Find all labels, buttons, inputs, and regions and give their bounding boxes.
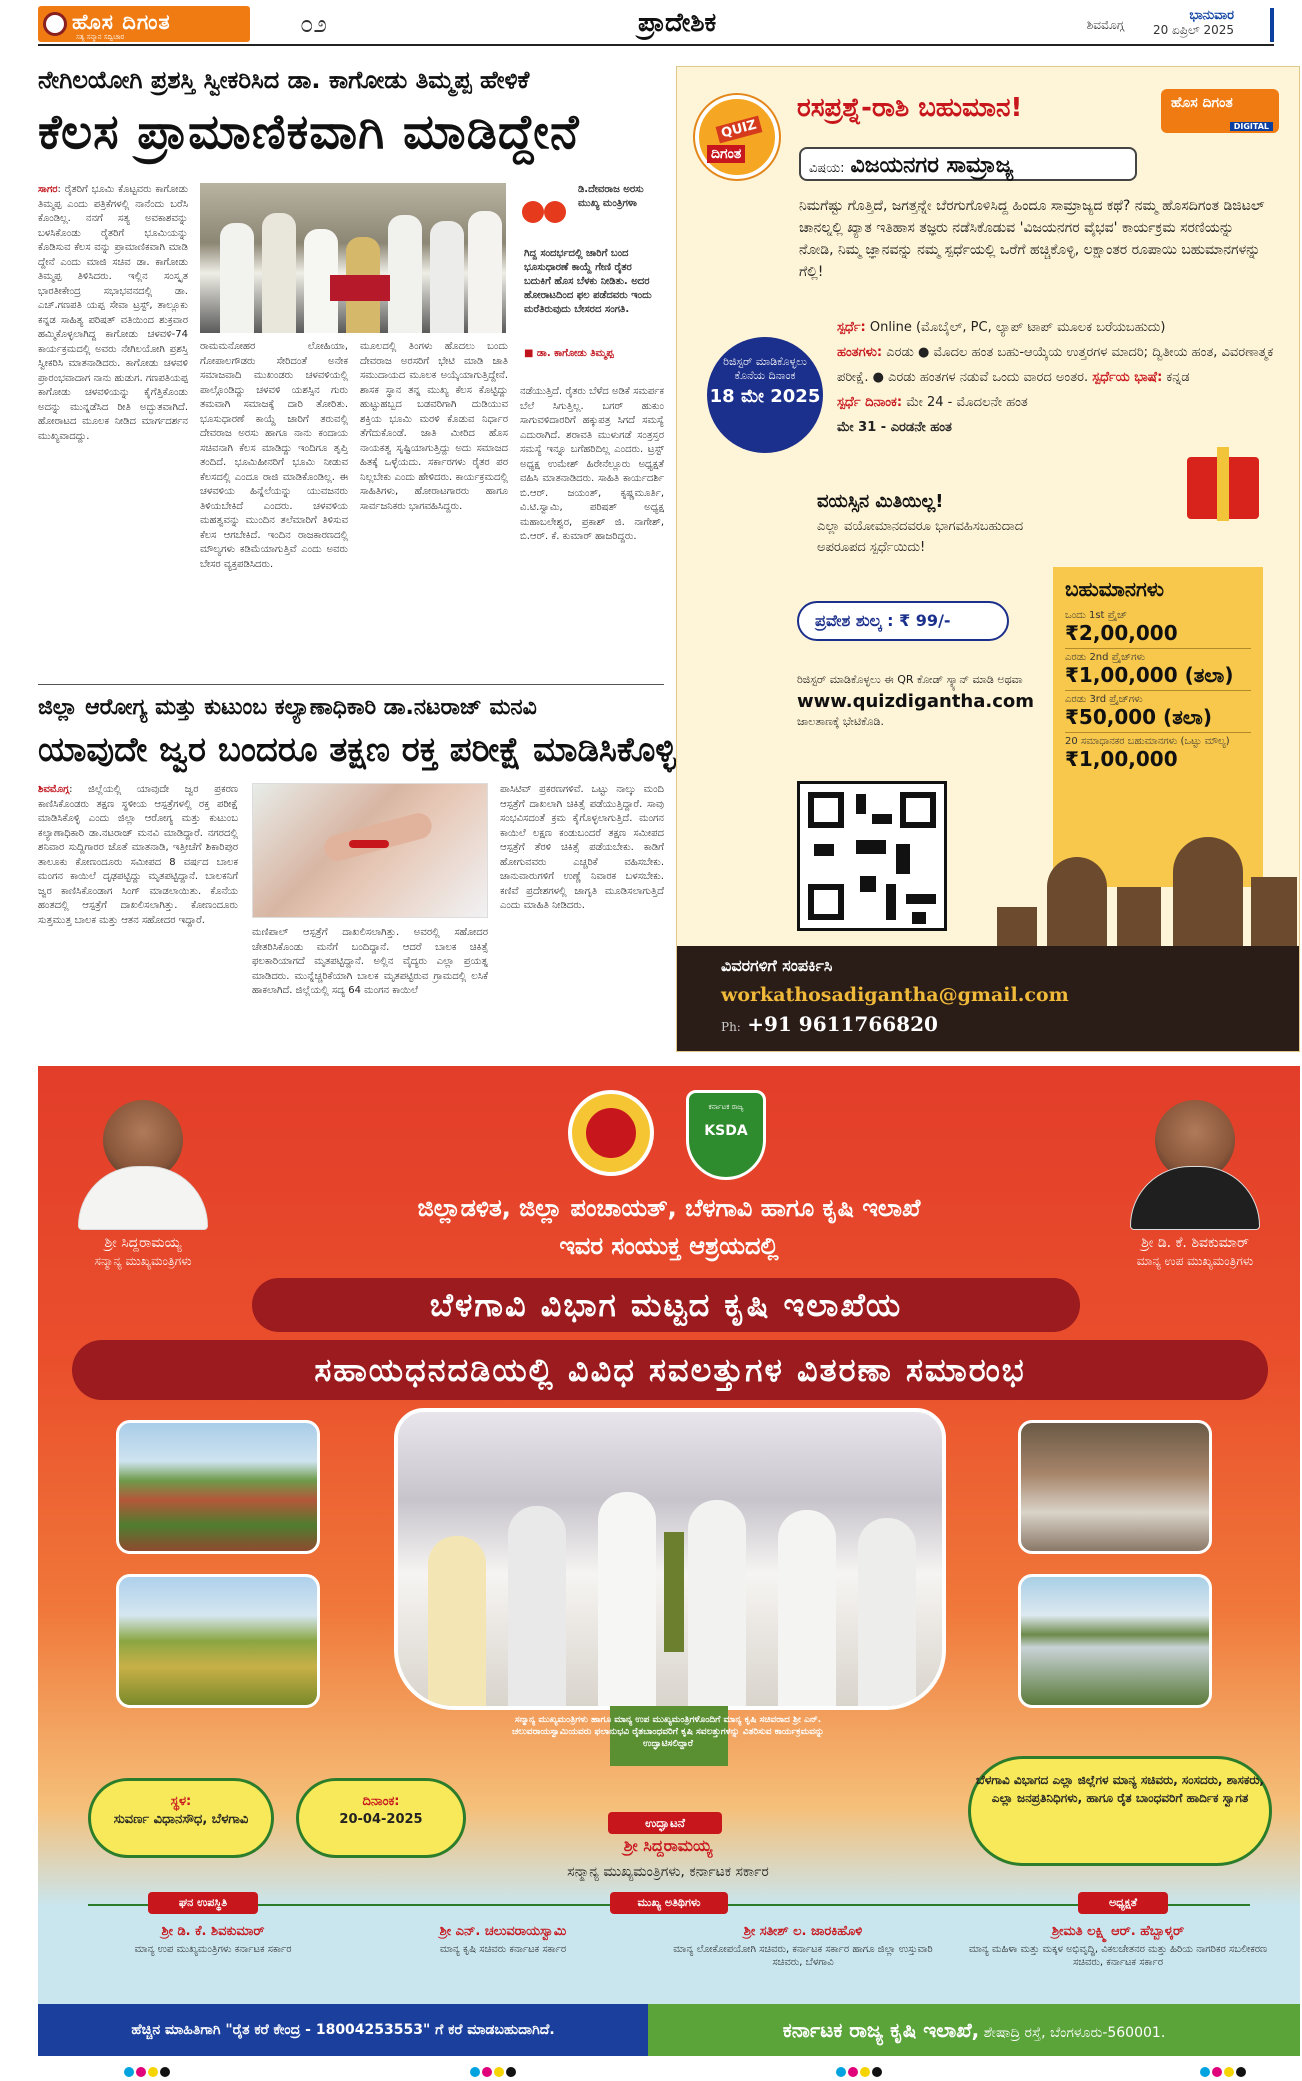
quiz-topic-value: ವಿಜಯನಗರ ಸಾಮ್ರಾಜ್ಯ [850,153,1014,178]
presence-label: ಘನ ಉಪಸ್ಥಿತಿ [148,1892,258,1914]
story1-col4-text: ನಡೆಯುತ್ತಿದೆ. ರೈತರು ಬೆಳೆದ ಅಡಿಕೆ ಸಮರ್ಪಕ ಬೆಲೆ ಸಿಗುತ್ತಿಲ್ಲ. ಬಗರ್ ಹುಕುಂ ಸಾಗುವಳಿದಾರರಿಗೆ ಹಕ್ಕುಪತ್ರ ಸಿಗದೆ ಸಮಸ್ಯೆ ಎದುರಾಗಿದೆ. ಶರಾವತಿ ಮುಳುಗಡೆ ಸಂತ್ರಸ್ತರ ಸಮಸ್ಯೆ ಇನ್ನೂ ಬಗೆಹರಿದಿಲ್ಲ ಎಂದರು. ಟ್ರಸ್ಟ್ ಅಧ್ಯಕ್ಷ ಉಮೇಶ್ ಹಿರೇನೆಲ್ಲೂರು ಅಧ್ಯಕ್ಷತೆ ವಹಿಸಿ ಮಾತನಾಡಿದರು. ಸಾಹಿತಿ ಕಾರ್ಯದರ್ಶಿ ಬಿ.ಆರ್. ಜಯಂತ್, ಕೃಷ್ಣಮೂರ್ತಿ, ವಿ.ಟಿ.ಸ್ವಾಮಿ, ಪರಿಷತ್ ಅಧ್ಯಕ್ಷ ಮಹಾಬಲೇಶ್ವರ, ಪ್ರಕಾಶ್ ಜಿ. ನಾಗೇಶ್, ಬಿ.ಆರ್. ಕೆ. ಕುಮಾರ್ ಹಾಜರಿದ್ದರು. [520,386,664,542]
harvester-photo [116,1574,320,1708]
event-title-banner-2: ಸಹಾಯಧನದಡಿಯಲ್ಲಿ ವಿವಿಧ ಸವಲತ್ತುಗಳ ವಿತರಣಾ ಸಮಾರಂಭ [72,1340,1268,1400]
welcome-pill: ಬೆಳಗಾವಿ ವಿಭಾಗದ ಎಲ್ಲಾ ಜಿಲ್ಲೆಗಳ ಮಾನ್ಯ ಸಚಿವರು, ಸಂಸದರು, ಶಾಸಕರು, ಎಲ್ಲಾ ಜನಪ್ರತಿನಿಧಿಗಳು, ಹಾಗೂ ರೈತ ಬಾಂಧವರಿಗೆ ಹಾರ್ದಿಕ ಸ್ವಾಗತ [968,1756,1272,1866]
chief-guests-label: ಮುಖ್ಯ ಅತಿಥಿಗಳು [610,1892,728,1914]
guest-role: ಮಾನ್ಯ ಲೋಕೋಪಯೋಗಿ ಸಚಿವರು, ಕರ್ನಾಟಕ ಸರ್ಕಾರ ಹಾಗೂ ಜಿಲ್ಲಾ ಉಸ್ತುವಾರಿ ಸಚಿವರು, ಬೆಳಗಾವಿ [673,1944,933,1968]
quiz-badge-logo [695,95,779,179]
rule-key: ಸ್ಪರ್ಧೆ: [837,320,866,335]
prize-item [1065,607,1251,649]
photo-person [688,1500,746,1706]
rule-value: ಎರಡು ● ಮೊದಲ ಹಂತ ಬಹು-ಆಯ್ಕೆಯ ಉತ್ತರಗಳ ಮಾದರಿ; ದ್ವಿತೀಯ ಹಂತ, ವಿವರಣಾತ್ಮಕ ಪರೀಕ್ಷೆ. ● ಎರಡು ಹಂತಗಳ ನಡುವೆ ಒಂದು ವಾರದ ಅಂತರ. [837,345,1274,385]
dcm-name: ಶ್ರೀ ಡಿ. ಕೆ. ಶಿವಕುಮಾರ್ [1141,1235,1249,1251]
guest-item [78,1924,348,1956]
organisers-line-2: ಇವರ ಸಂಯುಕ್ತ ಆಶ್ರಯದಲ್ಲಿ [559,1232,779,1260]
photo-person [430,221,464,333]
ceremony-photo [394,1408,946,1710]
ksda-top-text: ಕರ್ನಾಟಕ ರಾಜ್ಯ [708,1103,744,1111]
karnataka-emblem-icon [568,1090,654,1176]
story2-dateline: ಶಿವಮೊಗ್ಗ [38,784,70,795]
quiz-website-link[interactable]: www.quizdigantha.com [797,691,1035,712]
header-accent-bar [1270,8,1274,42]
prize-label: ಎರಡು 3rd ಪ್ರೈಜ್‌ಗಳು [1065,694,1143,705]
age-limit-box [817,491,1037,558]
guest-role: ಮಾನ್ಯ ಮಹಿಳಾ ಮತ್ತು ಮಕ್ಕಳ ಅಭಿವೃದ್ಧಿ, ವಿಕಲಚೇತನರ ಮತ್ತು ಹಿರಿಯ ನಾಗರಿಕರ ಸಬಲೀಕರಣ ಸಚಿವರು, ಕರ್ನಾಟಕ ಸರ್ಕಾರ [968,1944,1268,1968]
story2-headline: ಯಾವುದೇ ಜ್ವರ ಬಂದರೂ ತಕ್ಷಣ ರಕ್ತ ಪರೀಕ್ಷೆ ಮಾಡಿಸಿಕೊಳ್ಳಿ [38,730,676,770]
rule-value: ಕನ್ನಡ [1166,370,1190,385]
registration-deadline-circle [707,337,823,453]
quote-attribution: ಡಿ.ದೇವರಾಜ ಅರಸು ಮುಖ್ಯ ಮಂತ್ರಿಗಳಾ [578,184,644,209]
quiz-digital-logo [1161,89,1279,133]
photo-person [778,1510,836,1706]
guest-item [968,1924,1268,1969]
beneficiaries-photo [1018,1420,1212,1554]
photo-person [220,223,254,333]
photo-person [508,1506,566,1706]
story-divider [38,684,664,685]
guest-role: ಮಾನ್ಯ ಉಪ ಮುಖ್ಯಮಂತ್ರಿಗಳು ಕರ್ನಾಟಕ ಸರ್ಕಾರ [134,1944,292,1955]
print-registration-marks [470,2062,518,2074]
test-tube-icon [349,840,389,848]
prize-item [1065,649,1251,691]
quiz-advertisement [676,66,1300,1052]
masthead-logo [38,6,250,42]
masthead-tagline: ಸತ್ಯ ಸನ್ಮಾನ ಸದ್ವಿಚಾರ [76,33,125,41]
date-value: 20-04-2025 [339,1812,423,1827]
story1-dateline: ಸಾಗರ [38,184,58,195]
govt-ad-footer [38,2004,1300,2056]
story2-kicker: ಜಿಲ್ಲಾ ಆರೋಗ್ಯ ಮತ್ತು ಕುಟುಂಬ ಕಲ್ಯಾಣಾಧಿಕಾರಿ ಡಾ.ನಟರಾಜ್ ಮನವಿ [38,695,537,720]
organisers-line: ಜಿಲ್ಲಾಡಳಿತ, ಜಿಲ್ಲಾ ಪಂಚಾಯತ್, ಬೆಳಗಾವಿ ಹಾಗೂ ಕೃಷಿ ಇಲಾಖೆ [417,1194,921,1222]
guest-item [368,1924,638,1956]
rule-stages [837,340,1277,390]
photo-person [598,1492,656,1706]
phone-number: +91 9611766820 [747,1012,938,1036]
section-title: ಪ್ರಾದೇಶಿಕ [638,8,717,38]
dcm-title: ಮಾನ್ಯ ಉಪ ಮುಖ್ಯಮಂತ್ರಿಗಳು [1136,1254,1254,1268]
rule-dates [837,390,1277,415]
phone-label: Ph: [721,1020,741,1034]
story1-pull-quote [520,183,660,383]
quiz-badge-top: QUIZ [716,116,763,144]
print-registration-marks [836,2062,884,2074]
rule-key: ಸ್ಪರ್ಧೆ ದಿನಾಂಕ: [837,395,903,410]
presided-label: ಅಧ್ಯಕ್ಷತೆ [1078,1892,1168,1914]
contact-email[interactable]: workathosadigantha@gmail.com [721,984,1069,1006]
department-name: ಕರ್ನಾಟಕ ರಾಜ್ಯ ಕೃಷಿ ಇಲಾಖೆ, [782,2018,980,2042]
story2-column-1 [38,783,238,1045]
quiz-logo-tag: DIGITAL [1230,122,1273,131]
inauguration-label: ಉದ್ಘಾಟನೆ [608,1812,722,1834]
prizes-heading: ಬಹುಮಾನಗಳು [1065,577,1164,601]
masthead-emblem-icon [43,12,67,36]
dateline [1086,8,1234,38]
event-title-banner-1: ಬೆಳಗಾವಿ ವಿಭಾಗ ಮಟ್ಟದ ಕೃಷಿ ಇಲಾಖೆಯ [252,1278,1080,1332]
age-limit-heading: ವಯಸ್ಸಿನ ಮಿತಿಯಿಲ್ಲ! [817,491,944,512]
story1-column-3 [360,340,508,676]
quiz-intro: ನಿಮಗೆಷ್ಟು ಗೊತ್ತಿದೆ, ಜಗತ್ತನ್ನೇ ಬೆರಗುಗೊಳಿಸಿದ್ದ ಹಿಂದೂ ಸಾಮ್ರಾಜ್ಯದ ಕಥೆ? ನಮ್ಮ ಹೊಸದಿಗಂತ ಡಿಜಿಟಲ್ ಚಾನಲ್ನಲ್ಲಿ ಖ್ಯಾತ ಇತಿಹಾಸ ತಜ್ಞರು ನಡೆಸಿಕೊಡುವ 'ವಿಜಯನಗರ ವೈಭವ' ಕಾರ್ಯಕ್ರಮ ಸರಣಿಯನ್ನು ನೋಡಿ, ನಿಮ್ಮ ಜ್ಞಾನವನ್ನು ನಮ್ಮ ಸ್ಪರ್ಧೆಯಲ್ಲಿ ಒರೆಗೆ ಹಚ್ಚಿಕೊಳ್ಳಿ, ಲಕ್ಷಾಂತರ ರೂಪಾಯಿ ಬಹುಮಾನಗಳನ್ನು ಗೆಲ್ಲಿ! [799,198,1265,280]
prize-label: ಎರಡು 2nd ಪ್ರೈಜ್‌ಗಳು [1065,652,1146,663]
story1-col2-text: ರಾಮಮನೋಹರ ಲೋಹಿಯಾ, ಗೋಪಾಲಗೌಡರು ಸೇರಿದಂತೆ ಅನೇಕ ಸಮಾಜವಾದಿ ಮುಖಂಡರು ಚಳವಳಿಯಲ್ಲಿ ಪಾಲ್ಗೊಂಡಿದ್ದು ಚಳವಳಿ ಯಶಸ್ಸಿನ ಗುರು ತಮವಾಗಿ ಸಮಾಜಕ್ಕೆ ದಾರಿ ತೋರಿತು. ಭೂಸುಧಾರಣೆ ಕಾಯ್ದೆ ಜಾರಿಗೆ ತರುವಲ್ಲಿ ದೇವರಾಜ ಅರಸು ಹಾಗೂ ನಾನು ಕಂದಾಯ ಸಚಿವನಾಗಿ ಕೆಲಸ ಮಾಡಿದ್ದು ಇಂದಿಗೂ ತೃಪ್ತಿ ತಂದಿದೆ. ಭೂಮಿಹೀನರಿಗೆ ಭೂಮಿ ನೀಡುವ ಕೆಲಸದಲ್ಲಿ ಎಂದೂ ರಾಜಿ ಮಾಡಿಕೊಂಡಿಲ್ಲ. ಈ ಚಳವಳಿಯ ಹಿನ್ನೆಲೆಯನ್ನು ಯುವಜನರು ತಿಳಿಯಬೇಕಿದೆ ಎಂದರು. ಚಳವಳಿಯ ಮಹತ್ವವನ್ನು ಮುಂದಿನ ತಲೆಮಾರಿಗೆ ತಿಳಿಸುವ ಕೆಲಸ ಆಗಬೇಕಿದೆ. ಇಂದಿನ ರಾಜಕಾರಣದಲ್ಲಿ ಮೌಲ್ಯಗಳು ಕಡಿಮೆಯಾಗುತ್ತಿವೆ ಎಂದು ಅವರು ಬೇಸರ ವ್ಯಕ್ತಪಡಿಸಿದರು. [200,341,348,570]
edition-city: ಶಿವಮೊಗ್ಗ [1086,18,1124,32]
quote-text: ಗಿದ್ದ ಸಂದರ್ಭದಲ್ಲಿ ಜಾರಿಗೆ ಬಂದ ಭೂಸುಧಾರಣೆ ಕಾಯ್ದೆ ಗೇಣಿ ರೈತರ ಬದುಕಿಗೆ ಹೊಸ ಬೆಳಕು ನೀಡಿತು. ಅದರ ಹೋರಾಟದಿಂದ ಫಲ ಪಡೆದವರು ಇಂದು ಮರೆತಿರುವುದು ಬೇಸರದ ಸಂಗತಿ. [524,248,652,315]
contact-heading: ವಿವರಗಳಿಗೆ ಸಂಪರ್ಕಿಸಿ [721,956,833,975]
prize-value: ₹50,000 (ತಲಾ) [1065,705,1212,729]
scan-instruction: ರಿಜಿಸ್ಟರ್ ಮಾಡಿಕೊಳ್ಳಲು ಈ QR ಕೋಡ್ ಸ್ಕ್ಯಾನ್ ಮಾಡಿ ಅಥವಾ [797,673,1023,686]
venue-pill [88,1778,274,1858]
story1-column-1 [38,183,188,663]
story2-column-2 [252,926,488,1044]
story1-kicker: ನೇಗಿಲಯೋಗಿ ಪ್ರಶಸ್ತಿ ಸ್ವೀಕರಿಸಿದ ಡಾ. ಕಾಗೋಡು ತಿಮ್ಮಪ್ಪ ಹೇಳಿಕೆ [38,66,530,94]
photo-person [262,213,296,333]
quiz-title: ರಸಪ್ರಶ್ನೆ-ರಾಶಿ ಬಹುಮಾನ! [797,93,1023,123]
page-header [38,6,1274,46]
prize-value: ₹2,00,000 [1065,621,1178,645]
photo-person [858,1518,916,1706]
story2-col3-text: ಪಾಸಿಟಿವ್ ಪ್ರಕರಣಗಳಿವೆ. ಒಟ್ಟು ನಾಲ್ಕು ಮಂದಿ ಆಸ್ಪತ್ರೆಗೆ ದಾಖಲಾಗಿ ಚಿಕಿತ್ಸೆ ಪಡೆಯುತ್ತಿದ್ದಾರೆ. ಸಾವು ಸಂಭವಿಸದಂತೆ ಕ್ರಮ ಕೈಗೊಳ್ಳಲಾಗುತ್ತಿದೆ. ಮಂಗನ ಕಾಯಿಲೆ ಲಕ್ಷಣ ಕಂಡುಬಂದರೆ ತಕ್ಷಣ ಸಮೀಪದ ಆಸ್ಪತ್ರೆಗೆ ತೆರಳಿ ಚಿಕಿತ್ಸೆ ಪಡೆಯಬೇಕು. ಕಾಡಿಗೆ ಹೋಗುವವರು ಎಚ್ಚರಿಕೆ ವಹಿಸಬೇಕು. ಜಾನುವಾರುಗಳಿಗೆ ಉಣ್ಣೆ ನಿವಾರಕ ಬಳಸಬೇಕು. ಕಣಿವೆ ಪ್ರದೇಶಗಳಲ್ಲಿ ಜಾಗೃತಿ ಮೂಡಿಸಲಾಗುತ್ತಿದೆ ಎಂದು ಮಾಹಿತಿ ನೀಡಿದರು. [500,784,664,911]
venue-label: ಸ್ಥಳ: [170,1794,192,1809]
gift-ribbon [1217,447,1229,521]
helpline-text: ಹೆಚ್ಚಿನ ಮಾಹಿತಿಗಾಗಿ "ರೈತ ಕರೆ ಕೇಂದ್ರ - 18004253553" ಗೆ ಕರೆ ಮಾಡಬಹುದಾಗಿದೆ. [38,2004,648,2056]
rule-value: ಮೇ 24 - ಮೊದಲನೇ ಹಂತ [906,395,1028,410]
arm-shape [322,810,435,864]
photo-person [468,211,502,333]
quiz-contact-strip [677,946,1300,1051]
story2-blood-test-photo [252,783,488,918]
prize-item [1065,733,1251,774]
emblem-center [586,1108,636,1158]
award-plaque [330,275,390,301]
ceremonial-lamp-icon [664,1532,684,1652]
qr-code-icon[interactable] [797,781,947,931]
edition-day: ಭಾನುವಾರ [1189,8,1234,23]
guest-name: ಶ್ರೀಮತಿ ಲಕ್ಷ್ಮಿ ಆರ್. ಹೆಬ್ಬಾಳ್ಕರ್ [1051,1924,1185,1939]
photo-person [428,1536,486,1706]
rule-value: Online (ಮೊಬೈಲ್, PC, ಲ್ಯಾಪ್ ಟಾಪ್ ಮೂಲಕ ಬರೆಯಬಹುದು) [869,320,1166,335]
farm-pond-photo [1018,1574,1212,1708]
guest-item [658,1924,948,1969]
story1-column-4 [520,385,664,676]
story2-col2-text: ಮಣಿಪಾಲ್ ಆಸ್ಪತ್ರೆಗೆ ದಾಖಲಿಸಲಾಗಿತ್ತು. ಅವರಲ್ಲಿ ಸಹೋದರ ಚೇತರಿಸಿಕೊಂಡು ಮನೆಗೆ ಬಂದಿದ್ದಾನೆ. ಆದರೆ ಬಾಲಕ ಚಿಕಿತ್ಸೆ ಫಲಕಾರಿಯಾಗದೆ ಮೃತಪಟ್ಟಿದ್ದಾನೆ. ಅಲ್ಲಿನ ವೈದ್ಯರು ಎಲ್ಲಾ ಪ್ರಯತ್ನ ಮಾಡಿದರು. ಮುನ್ನೆಚ್ಚರಿಕೆಯಾಗಿ ಬಾಲಕ ಮೃತಪಟ್ಟಿರುವ ಗ್ರಾಮದಲ್ಲಿ ಲಸಿಕೆ ಹಾಕಲಾಗಿದೆ. ಜಿಲ್ಲೆಯಲ್ಲಿ ಸದ್ಯ 64 ಮಂಗನ ಕಾಯಿಲೆ [252,927,488,996]
page-number: ೦೨ [300,10,327,38]
prize-value: ₹1,00,000 (ತಲಾ) [1065,663,1234,687]
masthead-title: ಹೊಸ ದಿಗಂತ [72,10,171,34]
quiz-badge-bottom: ದಿಗಂತ [707,145,745,163]
story1-column-2 [200,340,348,676]
quiz-topic-label: ವಿಷಯ: [809,161,845,176]
rule-key: ಸ್ಪರ್ಧೆಯ ಭಾಷೆ: [1092,370,1163,385]
guest-name: ಶ್ರೀ ಡಿ. ಕೆ. ಶಿವಕುಮಾರ್ [161,1924,265,1939]
ksda-logo-icon [686,1090,766,1180]
guest-name: ಶ್ರೀ ಎನ್. ಚಲುವರಾಯಸ್ವಾಮಿ [439,1924,567,1939]
guest-name: ಶ್ರೀ ಸತೀಶ್ ಲ. ಜಾರಕಿಹೊಳಿ [743,1924,863,1939]
farm-field-photo [116,1420,320,1554]
story1-col1-text: : ರೈತರಿಗೆ ಭೂಮಿ ಕೊಟ್ಟವರು ಕಾಗೋಡು ತಿಮ್ಮಪ್ಪ ಎಂದು ಪತ್ರಿಕೆಗಳಲ್ಲಿ ನಾನೆಂದು ಬರೆಸಿ ಕೊಂಡಿಲ್ಲ. ನನಗೆ ಸತ್ಯ ಅವಕಾಶವನ್ನು ಬಳಸಿಕೊಂಡು ರೈತರಿಗೆ ಭೂಮಿಯನ್ನು ಕೊಡಿಸುವ ಕೆಲಸ ವನ್ನು ಪ್ರಾಮಾಣಿಕವಾಗಿ ಮಾಡಿ ದ್ದೇನೆ ಎಂದು ಮಾಜಿ ಸಚಿವ ಡಾ. ಕಾಗೋಡು ತಿಮ್ಮಪ್ಪ ತಿಳಿಸಿದರು. ಇಲ್ಲಿನ ಸಂಸ್ಕೃತ ಭಾರತೀಕೇಂದ್ರ ಸಭಾಭವನದಲ್ಲಿ ಡಾ. ಎಚ್.ಗಣಪತಿ ಯಪ್ಪ ಸೇವಾ ಟ್ರಸ್ಟ್, ತಾಲ್ಲೂಕು ಕನ್ನಡ ಸಾಹಿತ್ಯ ಪರಿಷತ್ ವತಿಯಿಂದ ಶುಕ್ರವಾರ ಹಮ್ಮಿಕೊಳ್ಳಲಾಗಿದ್ದ ಕಾಗೋಡು ಚಳವಳಿ-74 ಕಾರ್ಯಕ್ರಮದಲ್ಲಿ ಅವರು ನೇಗಿಲಯೋಗಿ ಪ್ರಶಸ್ತಿ ಸ್ವೀಕರಿಸಿ ಮಾತನಾಡಿದರು. ಕಾಗೋಡು ಚಳವಳಿ ಪ್ರಾರಂಭವಾದಾಗ ನಾನು ಹುಡುಗ. ಗಣಪತಿಯಪ್ಪ ಕಾಗೋಡು ಚಳವಳಿಯನ್ನು ಕೈಗೆತ್ತಿಕೊಂಡು ಅದನ್ನು ಮುನ್ನಡೆಸಿದ ರೀತಿ ಅದ್ಭುತವಾಗಿದೆ. ಹೋರಾಟದ ಮೂಲಕ ನೀಡಿದ ಮಾರ್ಗದರ್ಶನ ಮುಖ್ಯವಾದದ್ದು. [38,184,188,442]
date-pill [296,1778,466,1858]
date-label: ದಿನಾಂಕ: [362,1794,400,1809]
department-street: ಶೇಷಾದ್ರಿ ರಸ್ತೆ, ಬೆಂಗಳೂರು-560001. [983,2025,1166,2041]
quiz-rules [837,315,1277,440]
prize-label: ಒಂದು 1st ಪ್ರೈಜ್ [1065,610,1128,621]
story2-col1-text: : ಜಿಲ್ಲೆಯಲ್ಲಿ ಯಾವುದೇ ಜ್ವರ ಪ್ರಕರಣ ಕಾಣಿಸಿಕೊಂಡರು ತಕ್ಷಣ ಸ್ಥಳೀಯ ಆಸ್ಪತ್ರೆಗಳಲ್ಲಿ ರಕ್ತ ಪರೀಕ್ಷೆ ಮಾಡಿಸಿಕೊಳ್ಳಿ ಎಂದು ಜಿಲ್ಲಾ ಆರೋಗ್ಯ ಮತ್ತು ಕುಟುಂಬ ಕಲ್ಯಾಣಾಧಿಕಾರಿ ಡಾ.ನಟರಾಜ್ ಮನವಿ ಮಾಡಿದ್ದಾರೆ. ನಗರದಲ್ಲಿ ಶನಿವಾರ ಸುದ್ದಿಗಾರರ ಜೊತೆ ಮಾತನಾಡಿ, ಇತ್ತೀಚೆಗೆ ಶಿಕಾರಿಪುರ ತಾಲೂಕು ಕೋಣಂದೂರು ಸಮೀಪದ 8 ವರ್ಷದ ಬಾಲಕ ಮಂಗನ ಕಾಯಿಲೆ ದೃಢಪಟ್ಟಿದ್ದು ಮೃತಪಟ್ಟಿದ್ದಾನೆ. ಬಾಲಕನಿಗೆ ಜ್ವರ ಕಾಣಿಸಿಕೊಂಡಾಗ ಸಿಂಗ್ ಮಾಡಲಾಯಿತು. ಕೊನೆಯ ಹಂತದಲ್ಲಿ ಆಸ್ಪತ್ರೆಗೆ ದಾಖಲಿಸಲಾಗಿತ್ತು. ಕೋಣಂದೂರು ಸುತ್ತಮುತ್ತ ಬಾಲಕ ಮತ್ತು ಆತನ ಸಹೋದರ ಇದ್ದಾರೆ. [38,784,238,926]
registration-deadline-label: ರಿಜಿಸ್ಟರ್ ಮಾಡಿಕೊಳ್ಳಲು ಕೊನೆಯ ದಿನಾಂಕ [723,355,807,382]
ceremony-caption: ಸನ್ಮಾನ್ಯ ಮುಖ್ಯಮಂತ್ರಿಗಳು ಹಾಗೂ ಮಾನ್ಯ ಉಪ ಮುಖ್ಯಮಂತ್ರಿಗಳೊಂದಿಗೆ ಮಾನ್ಯ ಕೃಷಿ ಸಚಿವರಾದ ಶ್ರೀ ಎನ್. ಚಲುವರಾಯಸ್ವಾಮಿಯವರು ಫಲಾನುಭವಿ ರೈತಬಾಂಧವರಿಗೆ ಕೃಷಿ ಸವಲತ್ತುಗಳನ್ನು ವಿತರಿಸುವ ಕಾರ್ಯಕ್ರಮವನ್ನು ಉದ್ಘಾಟಿಸಲಿದ್ದಾರೆ [511,1715,825,1749]
quote-mark-icon [522,193,572,233]
inaugurator-name: ಶ್ರೀ ಸಿದ್ದರಾಮಯ್ಯ [623,1836,713,1855]
print-registration-marks [124,2062,172,2074]
quiz-logo-text: ಹೊಸ ದಿಗಂತ [1171,95,1233,111]
cm-name: ಶ್ರೀ ಸಿದ್ದರಾಮಯ್ಯ [104,1235,182,1251]
story1-col3-text: ಮೂಲದಲ್ಲಿ ತಿಂಗಳು ಹೊದಲು ಬಂದು ದೇವರಾಜ ಅರಸರಿಗೆ ಭೇಟಿ ಮಾಡಿ ಜಾತಿ ಸಮುದಾಯದ ಮೂಲಕ ಅಯ್ಕೆಯಾಗುತ್ತಿದ್ದೇನೆ. ಶಾಸಕ ಸ್ಥಾನ ತನ್ನ ಮುಖ್ಯ ಕೆಲಸ ಕೊಟ್ಟಿದ್ದು ಹುಟ್ಟುಹಬ್ಬದ ಬಡವರಿಗಾಗಿ ದುಡಿಯುವ ಶಕ್ತಿಯ ಭೂಮಿ ಮರಳಿ ಕೊಡುವ ನಿರ್ಧಾರ ತೆಗೆದುಕೊಂಡೆ. ಜಾತಿ ಮೀರಿದ ಹೊಸ ನಾಯಕತ್ವ ಸೃಷ್ಟಿಯಾಗುತ್ತಿದ್ದು ಅದು ಸಮಾಜದ ಹಿತಕ್ಕೆ ಒಳ್ಳೆಯದು. ಸರ್ಕಾರಗಳು ರೈತರ ಪರ ನಿಲ್ಲಬೇಕು ಎಂದು ಹೇಳಿದರು. ಕಾರ್ಯಕ್ರಮದಲ್ಲಿ ಸಾಹಿತಿಗಳು, ಹೋರಾಟಗಾರರು ಹಾಗೂ ಸಾರ್ವಜನಿಕರು ಭಾಗವಹಿಸಿದ್ದರು. [360,341,508,512]
quote-speaker: ■ ಡಾ. ಕಾಗೋಡು ತಿಮ್ಮಪ್ಪ [524,348,614,359]
guest-role: ಮಾನ್ಯ ಕೃಷಿ ಸಚಿವರು ಕರ್ನಾಟಕ ಸರ್ಕಾರ [439,1944,567,1955]
photo-person [388,215,422,333]
story1-award-photo [200,183,506,333]
story1-headline: ಕೆಲಸ ಪ್ರಾಮಾಣಿಕವಾಗಿ ಮಾಡಿದ್ದೇನೆ [38,104,580,160]
prize-label: 20 ಸಮಾಧಾನಕರ ಬಹುಮಾನಗಳು (ಒಟ್ಟು ಮೌಲ್ಯ) [1065,736,1230,747]
ksda-text: KSDA [704,1123,748,1139]
rule-value: ಮೇ 31 - ಎರಡನೇ ಹಂತ [837,420,952,435]
registration-deadline-date: 18 ಮೇ 2025 [709,386,821,407]
register-instructions [797,672,1087,730]
department-address [648,2004,1300,2056]
venue-value: ಸುವರ್ಣ ವಿಧಾನಸೌಧ, ಬೆಳಗಾವಿ [113,1812,249,1827]
rule-mode [837,315,1277,340]
govt-agriculture-advertisement [38,1066,1300,2056]
quiz-topic-box [799,147,1137,181]
cm-title: ಸನ್ಮಾನ್ಯ ಮುಖ್ಯಮಂತ್ರಿಗಳು [94,1254,192,1268]
inaugurator-title: ಸನ್ಮಾನ್ಯ ಮುಖ್ಯಮಂತ್ರಿಗಳು, ಕರ್ನಾಟಕ ಸರ್ಕಾರ [567,1864,769,1880]
edition-date: 20 ಏಪ್ರಿಲ್ 2025 [1152,23,1234,37]
gift-box-icon [1177,437,1269,527]
contact-phone[interactable] [721,1012,1257,1036]
print-registration-marks [1200,2062,1248,2074]
age-limit-text: ಎಲ್ಲಾ ವಯೋಮಾನದವರೂ ಭಾಗವಹಿಸಬಹುದಾದ ಅಪರೂಪದ ಸ್ಪರ್ಧೆಯಿದು! [817,519,1024,555]
prize-item [1065,691,1251,733]
story2-column-3 [500,783,664,1045]
rule-key: ಹಂತಗಳು: [837,345,883,360]
prize-value: ₹1,00,000 [1065,747,1178,771]
entry-fee: ಪ್ರವೇಶ ಶುಲ್ಕ : ₹ 99/- [797,601,1009,641]
website-note: ಜಾಲತಾಣಕ್ಕೆ ಭೇಟಿಕೊಡಿ. [797,715,884,728]
